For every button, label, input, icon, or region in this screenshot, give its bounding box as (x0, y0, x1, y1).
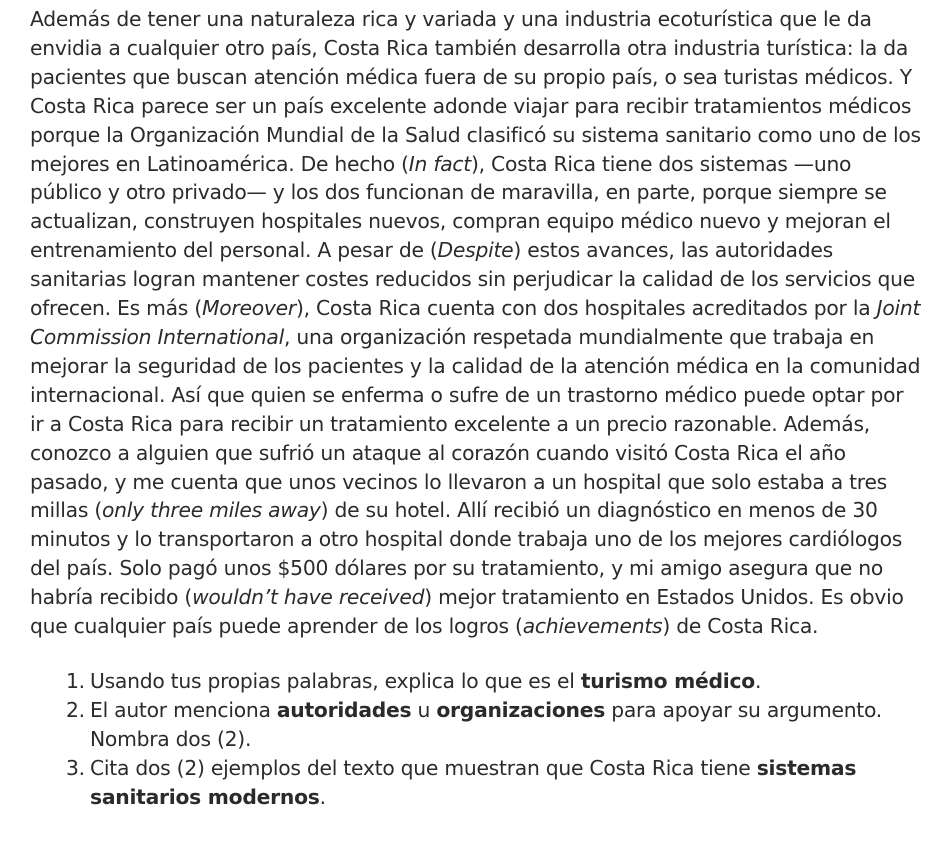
question-item (30, 754, 923, 812)
italic-phrase: Moreover (201, 296, 296, 321)
question-number: 2. (66, 697, 85, 722)
bold-term: sistemas sanitarios modernos (90, 755, 857, 809)
question-item (30, 696, 923, 754)
bold-term: organizaciones (436, 697, 606, 722)
text-run: . (754, 668, 762, 693)
text-run: ) de su hotel. Allí recibió un diagnóstico en menos de 30 minutos y lo transportaron a otro hospital donde trabaja uno de los mejores cardiólogos del país. Solo pagó unos $500 dólares por su tratamiento, y mi amigo asegura que no habría recibido ( (30, 498, 903, 610)
question-list (30, 667, 923, 812)
bold-term: turismo médico (580, 668, 755, 693)
question-text (90, 669, 761, 693)
text-run: . (319, 784, 326, 809)
question-number: 1. (66, 668, 85, 693)
italic-phrase: In fact (408, 151, 471, 176)
text-run: , una organización respetada mundialmente que trabaja en mejorar la seguridad de los pacientes y la calidad de la atención médica en la comunidad internacional. Así que quien se enferma o sufre de un trastorno médico puede optar por ir a Costa Rica para recibir un tratamiento excelente a un precio razonable. Además, conozco a alguien que sufrió un ataque al corazón cuando visitó Costa Rica el año pasado, y me cuenta que unos vecinos lo llevaron a un hospital que solo estaba a tres millas ( (30, 324, 921, 523)
text-run: Además de tener una naturaleza rica y variada y una industria ecoturística que le da envidia a cualquier otro país, Costa Rica también desarrolla otra industria turística: la da pacientes que buscan atención médica fuera de su propio país, o sea turistas médicos. Y Costa Rica parece ser un país excelente adonde viajar para recibir tratamientos médicos porque la Organización Mundial de la Salud clasificó su sistema sanitario como uno de los mejores en Latinoamérica. De hecho ( (30, 7, 921, 176)
text-run: El autor menciona (90, 697, 277, 722)
bold-term: autoridades (276, 697, 412, 722)
question-number: 3. (66, 755, 85, 780)
question-item (30, 667, 923, 696)
italic-phrase: Despite (437, 238, 514, 263)
italic-phrase: only three miles away (102, 498, 321, 523)
italic-phrase: achievements (522, 614, 663, 639)
text-run: ) estos avances, las autoridades sanitarias logran mantener costes reducidos sin perjudicar la calidad de los servicios que ofrecen. Es más ( (30, 238, 915, 321)
text-run: ), Costa Rica cuenta con dos hospitales acreditados por la (295, 296, 877, 321)
question-text (90, 698, 882, 751)
text-run: ) mejor tratamiento en Estados Unidos. Es obvio que cualquier país puede aprender de los logros ( (30, 585, 904, 639)
italic-phrase: Joint Commission International (30, 296, 921, 349)
text-run: ) de Costa Rica. (662, 614, 819, 639)
document (30, 5, 923, 811)
reading-paragraph (30, 5, 923, 641)
text-run: ), Costa Rica tiene dos sistemas —uno público y otro privado— y los dos funcionan de maravilla, en parte, porque siempre se actualizan, construyen hospitales nuevos, compran equipo médico nuevo y mejoran el entrenamiento del personal. A pesar de ( (30, 151, 891, 263)
text-run: Cita dos (2) ejemplos del texto que muestran que Costa Rica tiene (90, 755, 757, 780)
text-run: para apoyar su argumento. Nombra dos (2). (90, 697, 882, 751)
italic-phrase: wouldn’t have received (192, 585, 425, 610)
text-run: u (411, 697, 437, 722)
text-run: Usando tus propias palabras, explica lo que es el (90, 668, 581, 693)
question-text (90, 756, 856, 809)
